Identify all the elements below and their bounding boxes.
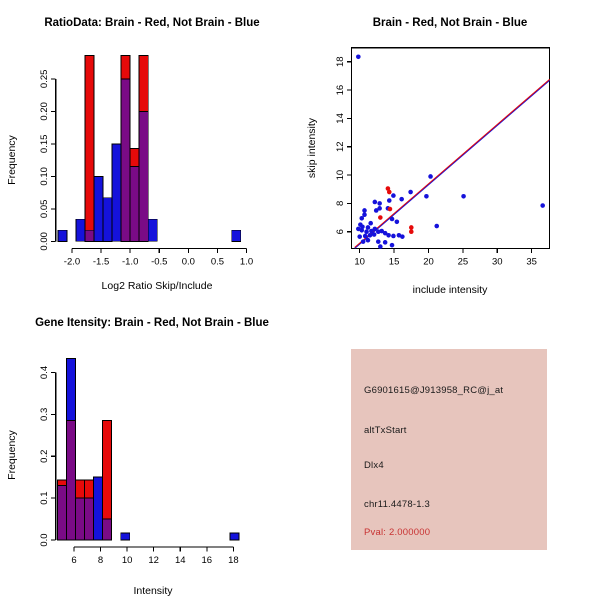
- y-tick-label: 10: [334, 169, 346, 181]
- gene-histogram-title: Gene Itensity: Brain - Red, Not Brain - Blue: [35, 317, 269, 329]
- data-point-notbrain: [357, 234, 362, 239]
- y-tick-label: 0.15: [39, 134, 51, 154]
- y-tick-label: 6: [334, 229, 346, 235]
- data-point-notbrain: [372, 232, 377, 237]
- histogram-bar-overlap: [58, 486, 67, 540]
- y-tick-label: 0.1: [39, 491, 51, 505]
- x-tick-label: 10: [354, 256, 365, 268]
- data-point-brain: [388, 207, 393, 212]
- data-point-notbrain: [391, 234, 396, 239]
- histogram-bar-overlap: [139, 111, 148, 241]
- x-tick-label: 0.0: [181, 256, 195, 268]
- y-tick-label: 0.0: [39, 533, 51, 547]
- y-tick-label: 0.20: [39, 102, 51, 121]
- histogram-bar-brain: [85, 480, 94, 498]
- histogram-bar-notbrain: [148, 219, 157, 241]
- histogram-bar-brain: [139, 56, 148, 112]
- data-point-notbrain: [378, 244, 383, 249]
- scatter-ylabel: skip intensity: [306, 117, 318, 179]
- data-point-notbrain: [408, 190, 413, 195]
- data-point-notbrain: [428, 174, 433, 179]
- data-point-notbrain: [387, 198, 392, 203]
- histogram-bar-notbrain: [232, 230, 241, 241]
- scatter-xlabel: include intensity: [412, 284, 488, 296]
- data-point-notbrain: [364, 229, 369, 234]
- data-point-notbrain: [383, 240, 388, 245]
- data-point-notbrain: [540, 203, 545, 208]
- x-tick-label: 15: [388, 256, 400, 268]
- y-tick-label: 0.25: [39, 69, 51, 89]
- data-point-brain: [409, 229, 414, 234]
- histogram-bar-notbrain: [112, 144, 121, 241]
- data-point-notbrain: [360, 224, 365, 229]
- fit-line-brain: [355, 79, 550, 247]
- data-point-notbrain: [377, 201, 382, 206]
- data-point-notbrain: [368, 233, 373, 238]
- x-tick-label: 18: [228, 555, 239, 566]
- data-point-notbrain: [362, 208, 367, 213]
- data-point-brain: [387, 190, 392, 195]
- data-point-notbrain: [461, 194, 466, 199]
- chromosome-location: chr11.4478-1.3: [364, 499, 431, 510]
- y-tick-label: 12: [334, 141, 346, 153]
- data-point-notbrain: [390, 243, 395, 248]
- x-tick-label: 12: [148, 555, 159, 566]
- x-tick-label: -2.0: [63, 256, 81, 268]
- histogram-bar-notbrain: [76, 219, 85, 241]
- y-tick-label: 0.00: [39, 232, 51, 251]
- histogram-bar-brain: [121, 56, 130, 79]
- y-tick-label: 16: [334, 84, 346, 96]
- histogram-bar-overlap: [85, 230, 94, 241]
- histogram-bar-overlap: [103, 519, 112, 540]
- probe-set-id: G6901615@J913958_RC@j_at: [364, 385, 504, 396]
- x-tick-label: 35: [526, 256, 537, 268]
- data-point-brain: [409, 225, 414, 230]
- histogram-bar-notbrain: [58, 230, 67, 241]
- data-point-notbrain: [395, 220, 400, 225]
- y-tick-label: 0.05: [39, 199, 51, 219]
- x-tick-label: 0.5: [210, 256, 225, 268]
- gene-symbol: Dlx4: [364, 460, 384, 471]
- x-tick-label: -1.5: [92, 256, 110, 268]
- x-tick-label: 14: [174, 555, 186, 566]
- histogram-bar-overlap: [121, 79, 130, 241]
- data-point-notbrain: [391, 193, 396, 198]
- histogram-bar-overlap: [76, 498, 85, 540]
- x-tick-label: 1.0: [239, 256, 254, 268]
- data-point-notbrain: [400, 234, 405, 239]
- y-tick-label: 0.10: [39, 167, 51, 186]
- data-point-notbrain: [366, 238, 371, 243]
- histogram-bar-notbrain: [103, 198, 112, 242]
- data-point-notbrain: [434, 224, 439, 229]
- x-tick-label: 6: [71, 555, 77, 566]
- ratio-histogram-canvas: [0, 0, 300, 300]
- histogram-bar-notbrain: [94, 176, 103, 241]
- x-tick-label: 20: [423, 256, 434, 268]
- histogram-bar-overlap: [67, 420, 76, 540]
- data-point-notbrain: [386, 233, 391, 238]
- fit-line-notbrain: [355, 80, 550, 248]
- intensity-scatter-canvas: [300, 0, 600, 300]
- y-tick-label: 18: [334, 56, 346, 68]
- data-point-notbrain: [373, 200, 378, 205]
- data-point-notbrain: [359, 216, 364, 221]
- histogram-bar-brain: [58, 480, 67, 485]
- x-tick-label: -1.0: [121, 256, 139, 268]
- data-point-notbrain: [361, 239, 366, 244]
- histogram-bar-brain: [85, 56, 94, 231]
- ratio-histogram-xlabel: Log2 Ratio Skip/Include: [101, 280, 213, 292]
- x-tick-label: 30: [491, 256, 503, 268]
- histogram-bar-notbrain: [94, 477, 103, 540]
- data-point-notbrain: [399, 197, 404, 202]
- histogram-bar-brain: [103, 420, 112, 519]
- data-point-notbrain: [390, 217, 395, 222]
- data-point-notbrain: [424, 194, 429, 199]
- data-point-notbrain: [374, 208, 379, 213]
- y-tick-label: 0.3: [39, 407, 51, 421]
- y-tick-label: 0.2: [39, 449, 51, 463]
- gene-histogram-xlabel: Intensity: [133, 585, 173, 597]
- x-tick-label: 25: [457, 256, 469, 268]
- splice-event-type: altTxStart: [364, 425, 407, 436]
- ratio-histogram-title: RatioData: Brain - Red, Not Brain - Blue: [44, 17, 260, 29]
- x-tick-label: 16: [201, 555, 213, 566]
- histogram-bar-notbrain: [67, 359, 76, 421]
- gene-intensity-histogram-canvas: [0, 300, 300, 600]
- y-tick-label: 14: [334, 113, 346, 124]
- gene-info-panel: [351, 349, 547, 550]
- x-tick-label: 8: [97, 555, 104, 566]
- data-point-notbrain: [366, 225, 371, 230]
- data-point-notbrain: [356, 54, 361, 59]
- histogram-bar-overlap: [130, 167, 139, 242]
- y-tick-label: 0.4: [39, 365, 51, 380]
- x-tick-label: 10: [121, 555, 133, 566]
- histogram-bar-brain: [130, 148, 139, 166]
- data-point-notbrain: [363, 234, 368, 239]
- y-tick-label: 8: [334, 200, 346, 207]
- data-point-brain: [378, 215, 383, 220]
- x-tick-label: -0.5: [151, 256, 168, 268]
- scatter-title: Brain - Red, Not Brain - Blue: [372, 17, 528, 29]
- p-value: Pval: 2.000000: [364, 527, 431, 538]
- histogram-bar-notbrain: [230, 533, 239, 540]
- ratio-histogram-ylabel: Frequency: [6, 135, 18, 185]
- histogram-bar-notbrain: [121, 533, 130, 540]
- gene-histogram-ylabel: Frequency: [6, 430, 18, 480]
- histogram-bar-overlap: [85, 498, 94, 540]
- data-point-notbrain: [368, 221, 373, 226]
- histogram-bar-brain: [76, 480, 85, 498]
- data-point-notbrain: [376, 239, 381, 244]
